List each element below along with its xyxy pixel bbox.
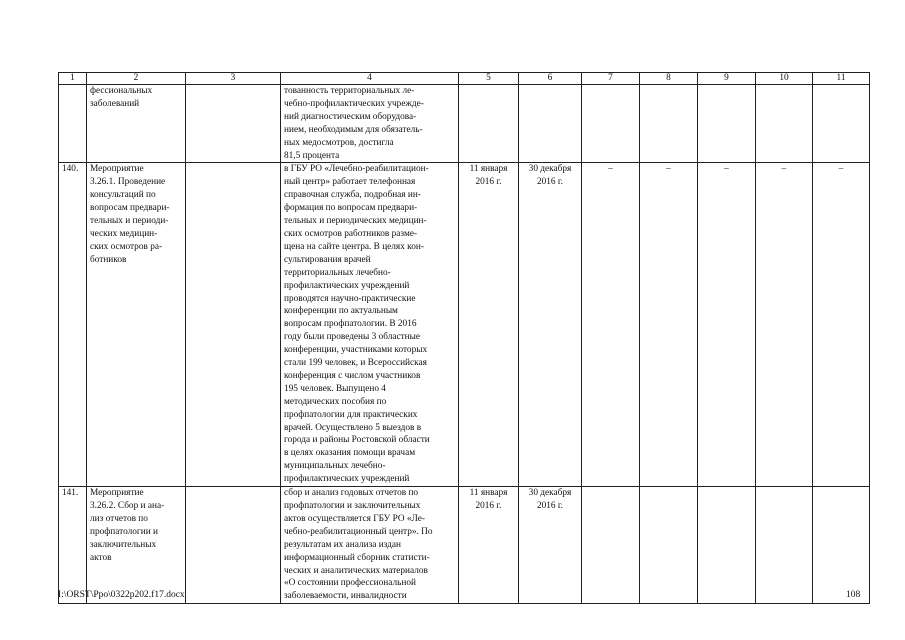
text-line: году были проведены 3 областные (284, 332, 421, 343)
text-line: профпатологии и (90, 526, 158, 537)
row-number-cell: 140. (59, 163, 87, 487)
end-date-cell (519, 163, 582, 487)
text-line: сультирования врачей (284, 254, 371, 265)
text-line: 2016 г. (536, 177, 563, 188)
text-line: ных медосмотров, достигла (284, 137, 394, 148)
table-row (59, 487, 870, 604)
start-date-cell (459, 487, 519, 604)
text-line: территориальных лечебно- (284, 267, 391, 278)
text-line: Мероприятие (90, 164, 144, 175)
text-line: нием, необходимым для обязатель- (284, 124, 423, 135)
description-cell (281, 85, 459, 163)
column-number-row (59, 73, 870, 85)
text-line: актов осуществляется ГБУ РО «Ле- (284, 513, 426, 524)
value-cell: – (582, 163, 640, 487)
text-line: ботников (90, 254, 127, 265)
col-header: 8 (640, 73, 698, 85)
text-line: ских осмотров работников разме- (284, 228, 418, 239)
start-date-cell (459, 85, 519, 163)
text-line: в целях оказания помощи врачам (284, 448, 416, 459)
text-line: 3.26.1. Проведение (90, 177, 166, 188)
value-cell: – (813, 163, 870, 487)
table-row (59, 163, 870, 487)
text-line: профпатологии и заключительных (284, 501, 421, 511)
measure-name-cell (87, 487, 186, 604)
text-line: врачей. Осуществлено 5 выездов в (284, 422, 422, 433)
table-row (59, 85, 870, 163)
executor-cell (186, 85, 281, 163)
text-line: чебно-реабилитационный центр». По (284, 526, 433, 537)
report-table (58, 72, 870, 604)
text-line: вопросам профпатологии. В 2016 (284, 319, 417, 330)
text-line: стали 199 человек, и Всероссийская (284, 358, 427, 369)
value-cell (582, 85, 640, 163)
text-line: формация по вопросам предвари- (284, 203, 418, 214)
text-line: профилактических учреждений (284, 280, 410, 291)
description-cell (281, 487, 459, 604)
text-line: 11 января (469, 164, 508, 175)
text-line: 11 января (469, 488, 508, 499)
text-line: 2016 г. (475, 177, 502, 188)
text-line: чебно-профилактических учрежде- (284, 98, 424, 109)
text-line: актов (90, 552, 112, 563)
value-cell: – (640, 163, 698, 487)
text-line: проводятся научно-практические (284, 293, 416, 304)
text-line: конференции по актуальным (284, 306, 398, 317)
text-line: 3.26.2. Сбор и ана- (90, 501, 165, 511)
col-header: 10 (756, 73, 813, 85)
executor-cell (186, 163, 281, 487)
text-line: 195 человек. Выпущено 4 (284, 383, 386, 394)
description-cell (281, 163, 459, 487)
executor-cell (186, 487, 281, 604)
text-line: «О состоянии профессиональной (284, 578, 416, 589)
text-line: 2016 г. (536, 501, 563, 511)
col-header: 11 (813, 73, 870, 85)
col-header: 9 (698, 73, 756, 85)
text-line: тованность территориальных ле- (284, 86, 415, 96)
end-date-cell (519, 85, 582, 163)
text-line: ских осмотров ра- (90, 241, 163, 252)
end-date-cell (519, 487, 582, 604)
text-line: 30 декабря (528, 164, 572, 175)
text-line: ческих медицин- (90, 228, 158, 239)
text-line: муниципальных лечебно- (284, 461, 386, 472)
text-line: ний диагностическим оборудова- (284, 111, 417, 122)
value-cell: – (698, 163, 756, 487)
text-line: щена на сайте центра. В целях кон- (284, 241, 424, 252)
text-line: 30 декабря (528, 488, 572, 499)
value-cell (813, 487, 870, 604)
text-line: заключительных (90, 539, 157, 550)
measure-name-cell (87, 85, 186, 163)
col-header: 5 (459, 73, 519, 85)
value-cell (582, 487, 640, 604)
text-line: методических пособия по (284, 396, 387, 407)
value-cell (698, 85, 756, 163)
col-header: 2 (87, 73, 186, 85)
text-line: 2016 г. (475, 501, 502, 511)
text-line: вопросам предвари- (90, 203, 170, 214)
value-cell: – (756, 163, 813, 487)
text-line: конференции, участниками которых (284, 345, 428, 356)
row-number-cell (59, 85, 87, 163)
text-line: тельных и периодических медицин- (284, 216, 427, 227)
text-line: фессиональных (90, 86, 153, 96)
value-cell (640, 85, 698, 163)
text-line: лиз отчетов по (90, 513, 148, 524)
value-cell (698, 487, 756, 604)
text-line: информационный сборник статисти- (284, 552, 430, 563)
text-line: консультаций по (90, 190, 156, 201)
text-line: заболеваемости, инвалидности (284, 591, 407, 602)
col-header: 4 (281, 73, 459, 85)
value-cell (756, 85, 813, 163)
value-cell (756, 487, 813, 604)
value-cell (640, 487, 698, 604)
text-line: результатам их анализа издан (284, 539, 402, 550)
text-line: ческих и аналитических материалов (284, 565, 428, 576)
page-number: 108 (846, 590, 861, 600)
text-line: заболеваний (90, 98, 140, 109)
text-line: сбор и анализ годовых отчетов по (284, 488, 419, 499)
text-line: 81,5 процента (284, 150, 340, 161)
col-header: 6 (519, 73, 582, 85)
row-number-cell: 141. (59, 487, 87, 604)
text-line: профпатологии для практических (284, 409, 418, 420)
text-line: тельных и периоди- (90, 216, 169, 227)
col-header: 3 (186, 73, 281, 85)
text-line: профилактических учреждений (284, 474, 410, 485)
text-line: конференция с числом участников (284, 370, 421, 381)
col-header: 7 (582, 73, 640, 85)
text-line: Мероприятие (90, 488, 144, 499)
text-line: города и районы Ростовской области (284, 435, 430, 446)
value-cell (813, 85, 870, 163)
file-path: I:\ORST\Ppo\0322p202.f17.docx (58, 590, 185, 600)
measure-name-cell (87, 163, 186, 487)
start-date-cell (459, 163, 519, 487)
text-line: справочная служба, подробная ин- (284, 190, 421, 201)
text-line: ный центр» работает телефонная (284, 177, 416, 188)
text-line: в ГБУ РО «Лечебно-реабилитацион- (284, 164, 429, 175)
col-header: 1 (59, 73, 87, 85)
